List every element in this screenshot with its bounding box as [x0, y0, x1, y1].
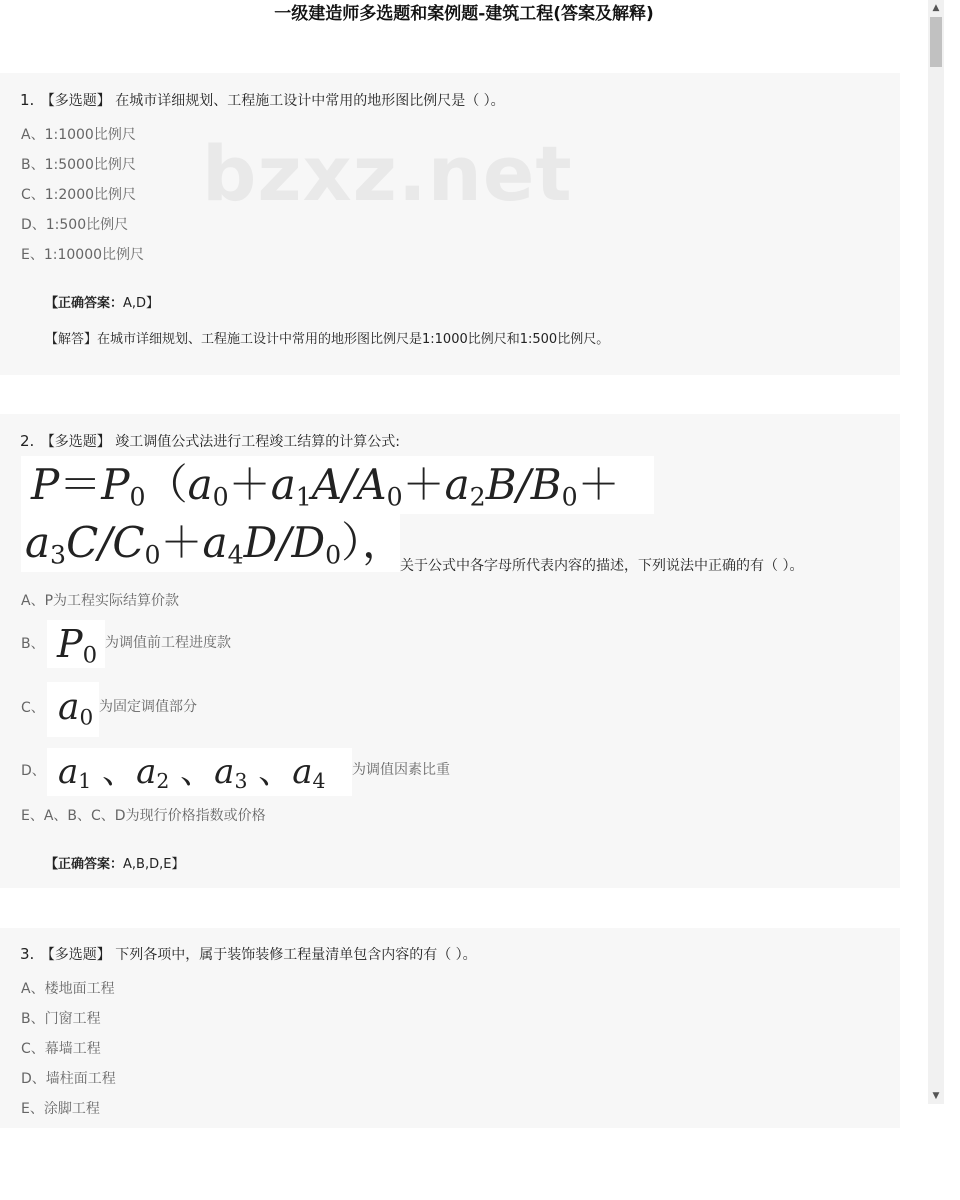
option-b-letter: B、 — [21, 636, 45, 652]
correct-answer — [45, 295, 159, 313]
answer-label: 【正确答案： — [45, 857, 124, 872]
option-c: C、幕墙工程 — [21, 1041, 101, 1057]
option-d-text: 为调值因素比重 — [352, 762, 450, 778]
option-c-letter: C、 — [21, 700, 45, 716]
answer-value: A,B,D,E】 — [123, 857, 185, 872]
option-d-formula-image: $a_1$ 、$a_2$ 、$a_3$ 、$a_4$ — [47, 748, 352, 796]
option-e: E、涂脚工程 — [21, 1101, 100, 1117]
option-b: B、门窗工程 — [21, 1011, 101, 1027]
option-c-text: 为固定调值部分 — [99, 699, 197, 715]
question-type: 【多选题】 — [40, 947, 111, 963]
scroll-up-arrow-icon[interactable]: ▲ — [932, 3, 940, 13]
question-card-1 — [0, 73, 900, 375]
question-card-2 — [0, 414, 900, 888]
question-type: 【多选题】 — [40, 93, 111, 109]
question-type: 【多选题】 — [40, 434, 111, 450]
option-b-formula-image: $P_0$ — [47, 620, 105, 668]
correct-answer — [45, 856, 184, 874]
answer-label: 【正确答案： — [45, 296, 124, 311]
option-a: A、楼地面工程 — [21, 981, 115, 997]
question-stem: 下列各项中，属于装饰装修工程量清单包含内容的有（ ）。 — [115, 947, 477, 963]
scroll-down-arrow-icon[interactable]: ▼ — [932, 1091, 940, 1101]
formula-image-line-1: $P=P_0(a_0+a_1A/A_0+a_2B/B_0+$ — [21, 456, 654, 514]
option-e: E、A、B、C、D为现行价格指数或价格 — [21, 808, 266, 824]
option-a: A、P为工程实际结算价款 — [21, 593, 180, 609]
answer-explanation: 【解答】在城市详细规划、工程施工设计中常用的地形图比例尺是1:1000比例尺和1:500比例尺。 — [45, 332, 610, 347]
scrollbar-thumb[interactable] — [930, 17, 942, 67]
option-d-letter: D、 — [21, 763, 46, 779]
watermark: bzxz.net — [202, 129, 573, 218]
option-b-text: 为调值前工程进度款 — [105, 635, 231, 651]
formula-image-line-2: $a_3C/C_0+a_4D/D_0$）， — [21, 514, 400, 572]
question-number: 1. — [20, 91, 35, 109]
option-c-formula-image: $a_0$ — [47, 682, 99, 737]
page-title: 一级建造师多选题和案例题-建筑工程(答案及解释) — [274, 4, 654, 24]
option-e: E、1:10000比例尺 — [21, 247, 145, 263]
answer-value: A,D】 — [123, 296, 160, 311]
question-3-header — [20, 944, 477, 965]
question-1-header — [20, 90, 505, 111]
question-stem: 竣工调值公式法进行工程竣工结算的计算公式: — [115, 434, 400, 450]
option-b: B、1:5000比例尺 — [21, 157, 136, 173]
question-stem-tail: 关于公式中各字母所代表内容的描述，下列说法中正确的有（ ）。 — [400, 558, 804, 574]
question-stem: 在城市详细规划、工程施工设计中常用的地形图比例尺是（ ）。 — [115, 93, 505, 109]
question-number: 2. — [20, 432, 35, 450]
vertical-scrollbar[interactable] — [928, 0, 944, 1104]
question-card-3 — [0, 928, 900, 1128]
question-2-header — [20, 431, 400, 452]
option-c: C、1:2000比例尺 — [21, 187, 137, 203]
option-d: D、墙柱面工程 — [21, 1071, 116, 1087]
question-number: 3. — [20, 945, 35, 963]
option-a: A、1:1000比例尺 — [21, 127, 136, 143]
option-d: D、1:500比例尺 — [21, 217, 129, 233]
